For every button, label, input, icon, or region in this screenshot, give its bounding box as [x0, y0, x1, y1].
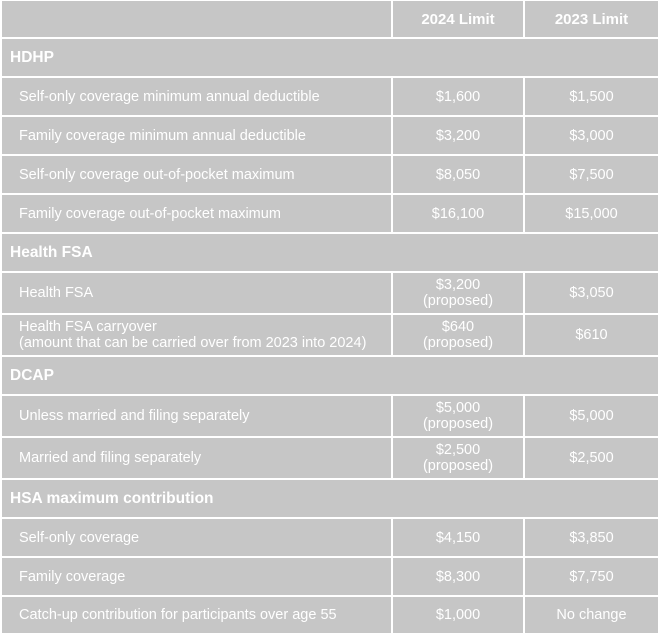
value-2024: $1,600 — [393, 78, 523, 115]
row-label — [2, 315, 391, 355]
row-label: Self-only coverage out-of-pocket maximum — [2, 156, 391, 193]
table-header-row — [0, 1, 660, 37]
value-2024 — [393, 315, 523, 355]
section-title: Health FSA — [2, 234, 658, 271]
table-row — [0, 519, 660, 556]
value-note: (proposed) — [422, 293, 494, 309]
value-2023: $7,500 — [525, 156, 658, 193]
value-2024 — [393, 273, 523, 313]
section-title: DCAP — [2, 357, 658, 394]
section-hsa — [0, 480, 660, 517]
value-2024: $1,000 — [393, 597, 523, 633]
header-2023-limit: 2023 Limit — [525, 1, 658, 37]
section-title: HSA maximum contribution — [2, 480, 658, 517]
row-label: Self-only coverage minimum annual deductible — [2, 78, 391, 115]
value-2024 — [393, 396, 523, 436]
section-hdhp — [0, 39, 660, 76]
value-2024: $8,050 — [393, 156, 523, 193]
row-label-main: Health FSA carryover — [19, 319, 157, 335]
table-row — [0, 273, 660, 313]
row-label: Family coverage — [2, 558, 391, 595]
value-2023: $610 — [525, 315, 658, 355]
section-title: HDHP — [2, 39, 658, 76]
row-label-note: (amount that can be carried over from 2023 into 2024) — [19, 335, 367, 351]
value-2023: No change — [525, 597, 658, 633]
value-amount: $3,200 — [435, 277, 481, 293]
table-row — [0, 438, 660, 478]
table-row — [0, 195, 660, 232]
row-label: Family coverage minimum annual deductible — [2, 117, 391, 154]
table-row — [0, 597, 660, 633]
value-2023: $7,750 — [525, 558, 658, 595]
value-2023: $3,850 — [525, 519, 658, 556]
section-dcap — [0, 357, 660, 394]
row-label: Unless married and filing separately — [2, 396, 391, 436]
section-health-fsa — [0, 234, 660, 271]
value-2024: $16,100 — [393, 195, 523, 232]
value-2023: $2,500 — [525, 438, 658, 478]
value-2024: $3,200 — [393, 117, 523, 154]
header-label-cell — [2, 1, 391, 37]
value-2023: $5,000 — [525, 396, 658, 436]
row-label: Catch-up contribution for participants over age 55 — [2, 597, 391, 633]
value-amount: $640 — [441, 319, 475, 335]
value-2023: $3,050 — [525, 273, 658, 313]
row-label: Health FSA — [2, 273, 391, 313]
value-2024: $8,300 — [393, 558, 523, 595]
row-label: Self-only coverage — [2, 519, 391, 556]
table-row — [0, 156, 660, 193]
value-2023: $3,000 — [525, 117, 658, 154]
table-row — [0, 396, 660, 436]
value-amount: $2,500 — [435, 442, 481, 458]
row-label: Family coverage out-of-pocket maximum — [2, 195, 391, 232]
table-row — [0, 117, 660, 154]
table-row — [0, 315, 660, 355]
value-2024 — [393, 438, 523, 478]
table-row — [0, 78, 660, 115]
value-2023: $1,500 — [525, 78, 658, 115]
value-note: (proposed) — [422, 416, 494, 432]
row-label: Married and filing separately — [2, 438, 391, 478]
header-2024-limit: 2024 Limit — [393, 1, 523, 37]
value-2024: $4,150 — [393, 519, 523, 556]
value-2023: $15,000 — [525, 195, 658, 232]
value-amount: $5,000 — [435, 400, 481, 416]
value-note: (proposed) — [422, 458, 494, 474]
value-note: (proposed) — [422, 335, 494, 351]
table-row — [0, 558, 660, 595]
